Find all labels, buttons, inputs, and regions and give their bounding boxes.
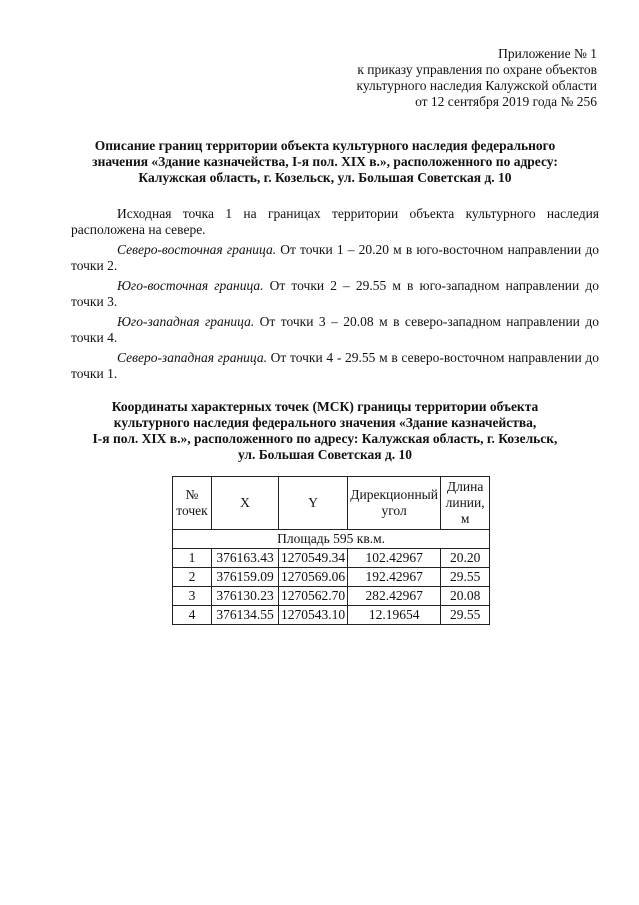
coordinates-title bbox=[60, 399, 590, 463]
area-row bbox=[173, 530, 490, 549]
title-line-3: Калужская область, г. Козельск, ул. Большая Советская д. 10 bbox=[138, 170, 512, 185]
segment-name: Северо-восточная граница. bbox=[117, 242, 277, 257]
cell-length: 20.20 bbox=[441, 549, 490, 568]
cell-x: 376134.55 bbox=[212, 606, 279, 625]
description-intro: Исходная точка 1 на границах территории объекта культурного наследия расположена на севере. bbox=[71, 206, 599, 237]
cell-point: 2 bbox=[173, 568, 212, 587]
coordinates-title-line-3: I-я пол. XIX в.», расположенного по адресу: Калужская область, г. Козельск, bbox=[92, 431, 558, 446]
cell-angle: 12.19654 bbox=[348, 606, 441, 625]
cell-y: 1270569.06 bbox=[279, 568, 348, 587]
cell-point: 1 bbox=[173, 549, 212, 568]
coordinates-table bbox=[172, 476, 490, 625]
cell-length: 20.08 bbox=[441, 587, 490, 606]
segment-name: Северо-западная граница. bbox=[117, 350, 267, 365]
cell-y: 1270549.34 bbox=[279, 549, 348, 568]
cell-length: 29.55 bbox=[441, 568, 490, 587]
table-row bbox=[173, 568, 490, 587]
appendix-line-4: от 12 сентября 2019 года № 256 bbox=[415, 94, 597, 109]
appendix-line-1: Приложение № 1 bbox=[498, 46, 597, 61]
table-row bbox=[173, 587, 490, 606]
cell-x: 376163.43 bbox=[212, 549, 279, 568]
title-line-1: Описание границ территории объекта культурного наследия федерального bbox=[94, 138, 556, 153]
cell-point: 4 bbox=[173, 606, 212, 625]
appendix-line-3: культурного наследия Калужской области bbox=[356, 78, 597, 93]
segment-text: От точки 4 - 29.55 м в северо-восточном направлении до точки 1. bbox=[71, 350, 599, 381]
cell-y: 1270562.70 bbox=[279, 587, 348, 606]
segment-name: Юго-западная граница. bbox=[117, 314, 255, 329]
segment-paragraph bbox=[71, 314, 599, 346]
header-point-number: № точек bbox=[173, 477, 212, 530]
segment-paragraph bbox=[71, 278, 599, 310]
cell-angle: 192.42967 bbox=[348, 568, 441, 587]
header-line-length: Длина линии, м bbox=[441, 477, 490, 530]
appendix-header bbox=[277, 46, 597, 110]
coordinates-title-line-1: Координаты характерных точек (МСК) границы территории объекта bbox=[111, 399, 539, 414]
title-line-2: значения «Здание казначейства, I-я пол. XIX в.», расположенного по адресу: bbox=[92, 154, 558, 169]
segment-text: От точки 1 – 20.20 м в юго-восточном направлении до точки 2. bbox=[71, 242, 599, 273]
cell-x: 376130.23 bbox=[212, 587, 279, 606]
cell-y: 1270543.10 bbox=[279, 606, 348, 625]
segment-name: Юго-восточная граница. bbox=[117, 278, 264, 293]
segment-text: От точки 3 – 20.08 м в северо-западном направлении до точки 4. bbox=[71, 314, 599, 345]
header-y: Y bbox=[279, 477, 348, 530]
segment-text: От точки 2 – 29.55 м в юго-западном направлении до точки 3. bbox=[71, 278, 599, 309]
segment-paragraph bbox=[71, 350, 599, 382]
coordinates-title-line-2: культурного наследия федерального значения «Здание казначейства, bbox=[113, 415, 537, 430]
document-title bbox=[60, 138, 590, 186]
boundary-description bbox=[71, 206, 599, 386]
area-label: Площадь 595 кв.м. bbox=[173, 530, 490, 549]
header-direction-angle: Дирекционный угол bbox=[348, 477, 441, 530]
table-row bbox=[173, 606, 490, 625]
cell-angle: 282.42967 bbox=[348, 587, 441, 606]
cell-x: 376159.09 bbox=[212, 568, 279, 587]
cell-length: 29.55 bbox=[441, 606, 490, 625]
table-row bbox=[173, 549, 490, 568]
segment-paragraph bbox=[71, 242, 599, 274]
cell-angle: 102.42967 bbox=[348, 549, 441, 568]
cell-point: 3 bbox=[173, 587, 212, 606]
table-header-row bbox=[173, 477, 490, 530]
coordinates-title-line-4: ул. Большая Советская д. 10 bbox=[237, 447, 413, 462]
appendix-line-2: к приказу управления по охране объектов bbox=[357, 62, 597, 77]
header-x: X bbox=[212, 477, 279, 530]
